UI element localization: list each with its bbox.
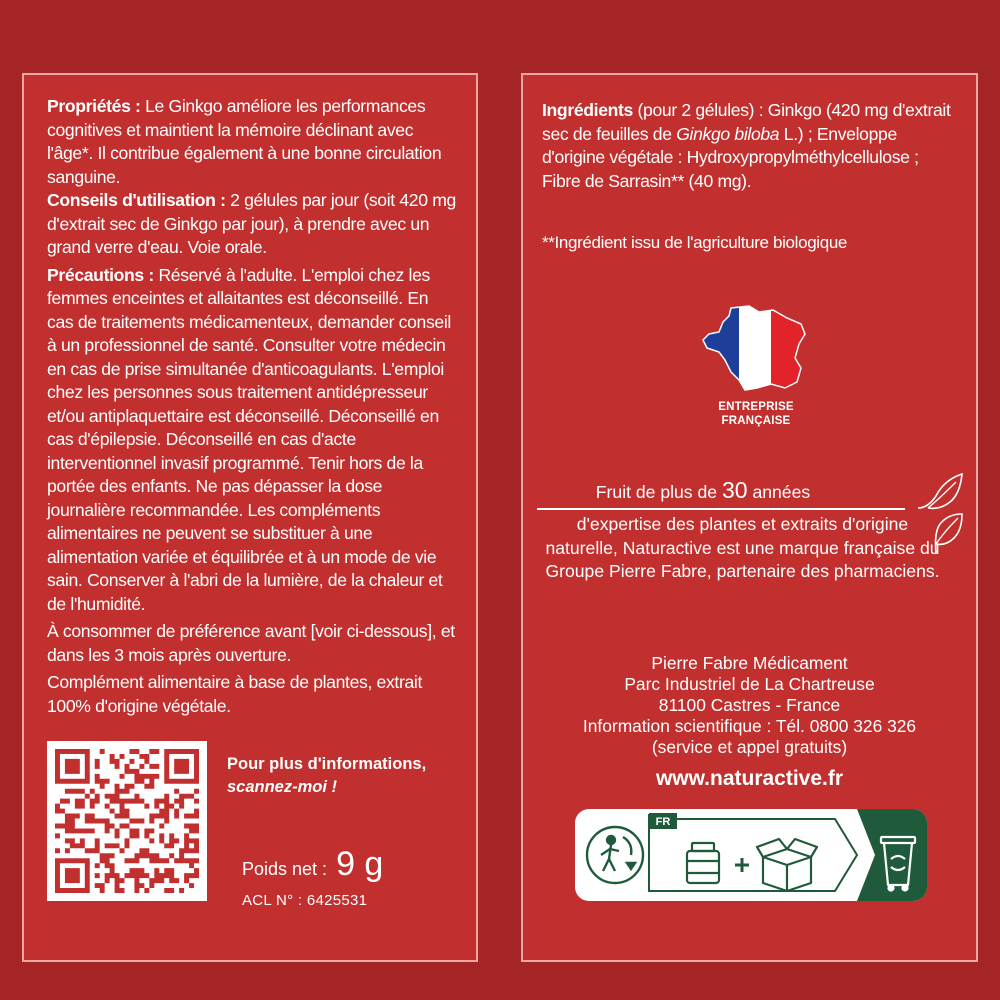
organic-note: **Ingrédient issu de l'agriculture biologique — [542, 233, 848, 252]
precautions-text: Réservé à l'adulte. L'emploi chez les femmes enceintes et allaitantes est déconseillé. En cas de traitements médicamenteux, demander conseil à un professionnel de santé. Consulter votre médecin en cas de prise simultanée d'anticoagulants. L'emploi chez les personnes sous traitement antidépresseur et/ou antiplaquettaire est déconseillé. Déconseillé en cas d'épilepsie. Déconseillé en cas d'acte interventionnel invasif programmé. Tenir hors de la portée des enfants. Ne pas dépasser la dose journalière recommandée. Les compléments alimentaires ne peuvent se substituer à une alimentation variée et équilibrée et à un mode de vie sain. Conserver à l'abri de la lumière, de la chaleur et de l'humidité. — [47, 264, 451, 614]
heritage-suffix: années — [752, 482, 811, 502]
brand-description — [523, 513, 976, 584]
company-phone: Information scientifique : Tél. 0800 326 326 — [582, 716, 917, 736]
company-address — [523, 653, 976, 758]
net-weight-value: 9 g — [336, 845, 384, 883]
ingredients-text-2: L.) ; Enveloppe d'origine végétale : Hydroxypropylméthylcellulose ; Fibre de Sarrasin** (40 mg). — [542, 123, 919, 191]
properties-block — [47, 95, 456, 718]
ingredients-label: Ingrédients — [542, 100, 633, 120]
best-before-text: À consommer de préférence avant [voir ci-dessous], et dans les 3 mois après ouverture. — [47, 621, 455, 665]
company-name: Pierre Fabre Médicament — [651, 653, 848, 673]
recycling-graphic — [575, 809, 927, 901]
usage-label: Conseils d'utilisation : — [47, 190, 226, 210]
company-phone-note: (service et appel gratuits) — [651, 737, 848, 757]
france-map-icon — [701, 304, 809, 394]
heritage-years: 30 — [721, 477, 748, 503]
ingredients-block — [542, 99, 954, 193]
left-panel — [22, 73, 478, 962]
plus-icon — [735, 858, 749, 872]
qr-caption-line1: Pour plus d'informations, — [227, 755, 427, 773]
right-panel — [521, 73, 978, 962]
recycling-info — [575, 809, 927, 901]
net-weight — [242, 845, 383, 884]
qr-caption-line2: scannez-moi ! — [227, 778, 338, 796]
website-link[interactable]: www.naturactive.fr — [655, 767, 844, 790]
acl-number: ACL N° : 6425531 — [242, 892, 368, 909]
french-company-line1: ENTREPRISE — [718, 401, 794, 413]
french-company-line2: FRANÇAISE — [721, 415, 791, 427]
recycle-country-code: FR — [655, 816, 671, 828]
company-city: 81100 Castres - France — [658, 695, 841, 715]
qr-code-icon — [55, 749, 199, 893]
heritage-prefix: Fruit de plus de — [595, 482, 718, 502]
supplement-text: Complément alimentaire à base de plantes, extrait 100% d'origine végétale. — [47, 672, 423, 716]
properties-label: Propriétés : — [47, 96, 141, 116]
box-icon — [757, 839, 817, 891]
bottle-icon — [687, 843, 719, 883]
usage-text: 2 gélules par jour (soit 420 mg d'extrait sec de Ginkgo par jour), à prendre avec un grand verre d'eau. Voie orale. — [47, 190, 456, 257]
usage-paragraph — [47, 189, 456, 260]
properties-text: Le Ginkgo améliore les performances cognitives et maintient la mémoire déclinant avec l'âge*. Il contribue également à une bonne circulation sanguine. — [47, 96, 442, 187]
precautions-paragraph — [47, 264, 456, 617]
properties-paragraph — [47, 95, 456, 189]
qr-code[interactable] — [47, 741, 207, 901]
net-weight-label: Poids net : — [242, 859, 328, 879]
heritage-divider — [537, 508, 905, 510]
ingredients-latin-name: Ginkgo biloba — [676, 123, 780, 144]
heritage-headline — [523, 477, 883, 504]
ingredients-paragraph — [542, 99, 954, 193]
company-park: Parc Industriel de La Chartreuse — [624, 674, 875, 694]
french-company-label — [673, 400, 839, 428]
brand-description-text: d'expertise des plantes et extraits d'origine naturelle, Naturactive est une marque française du Groupe Pierre Fabre, partenaire des pharmaciens. — [545, 514, 940, 581]
ingredients-text-1: (pour 2 gélules) : Ginkgo (420 mg d'extrait sec de feuilles de — [542, 100, 951, 144]
precautions-label: Précautions : — [47, 264, 154, 285]
qr-caption — [227, 753, 467, 799]
triman-icon — [587, 827, 643, 883]
